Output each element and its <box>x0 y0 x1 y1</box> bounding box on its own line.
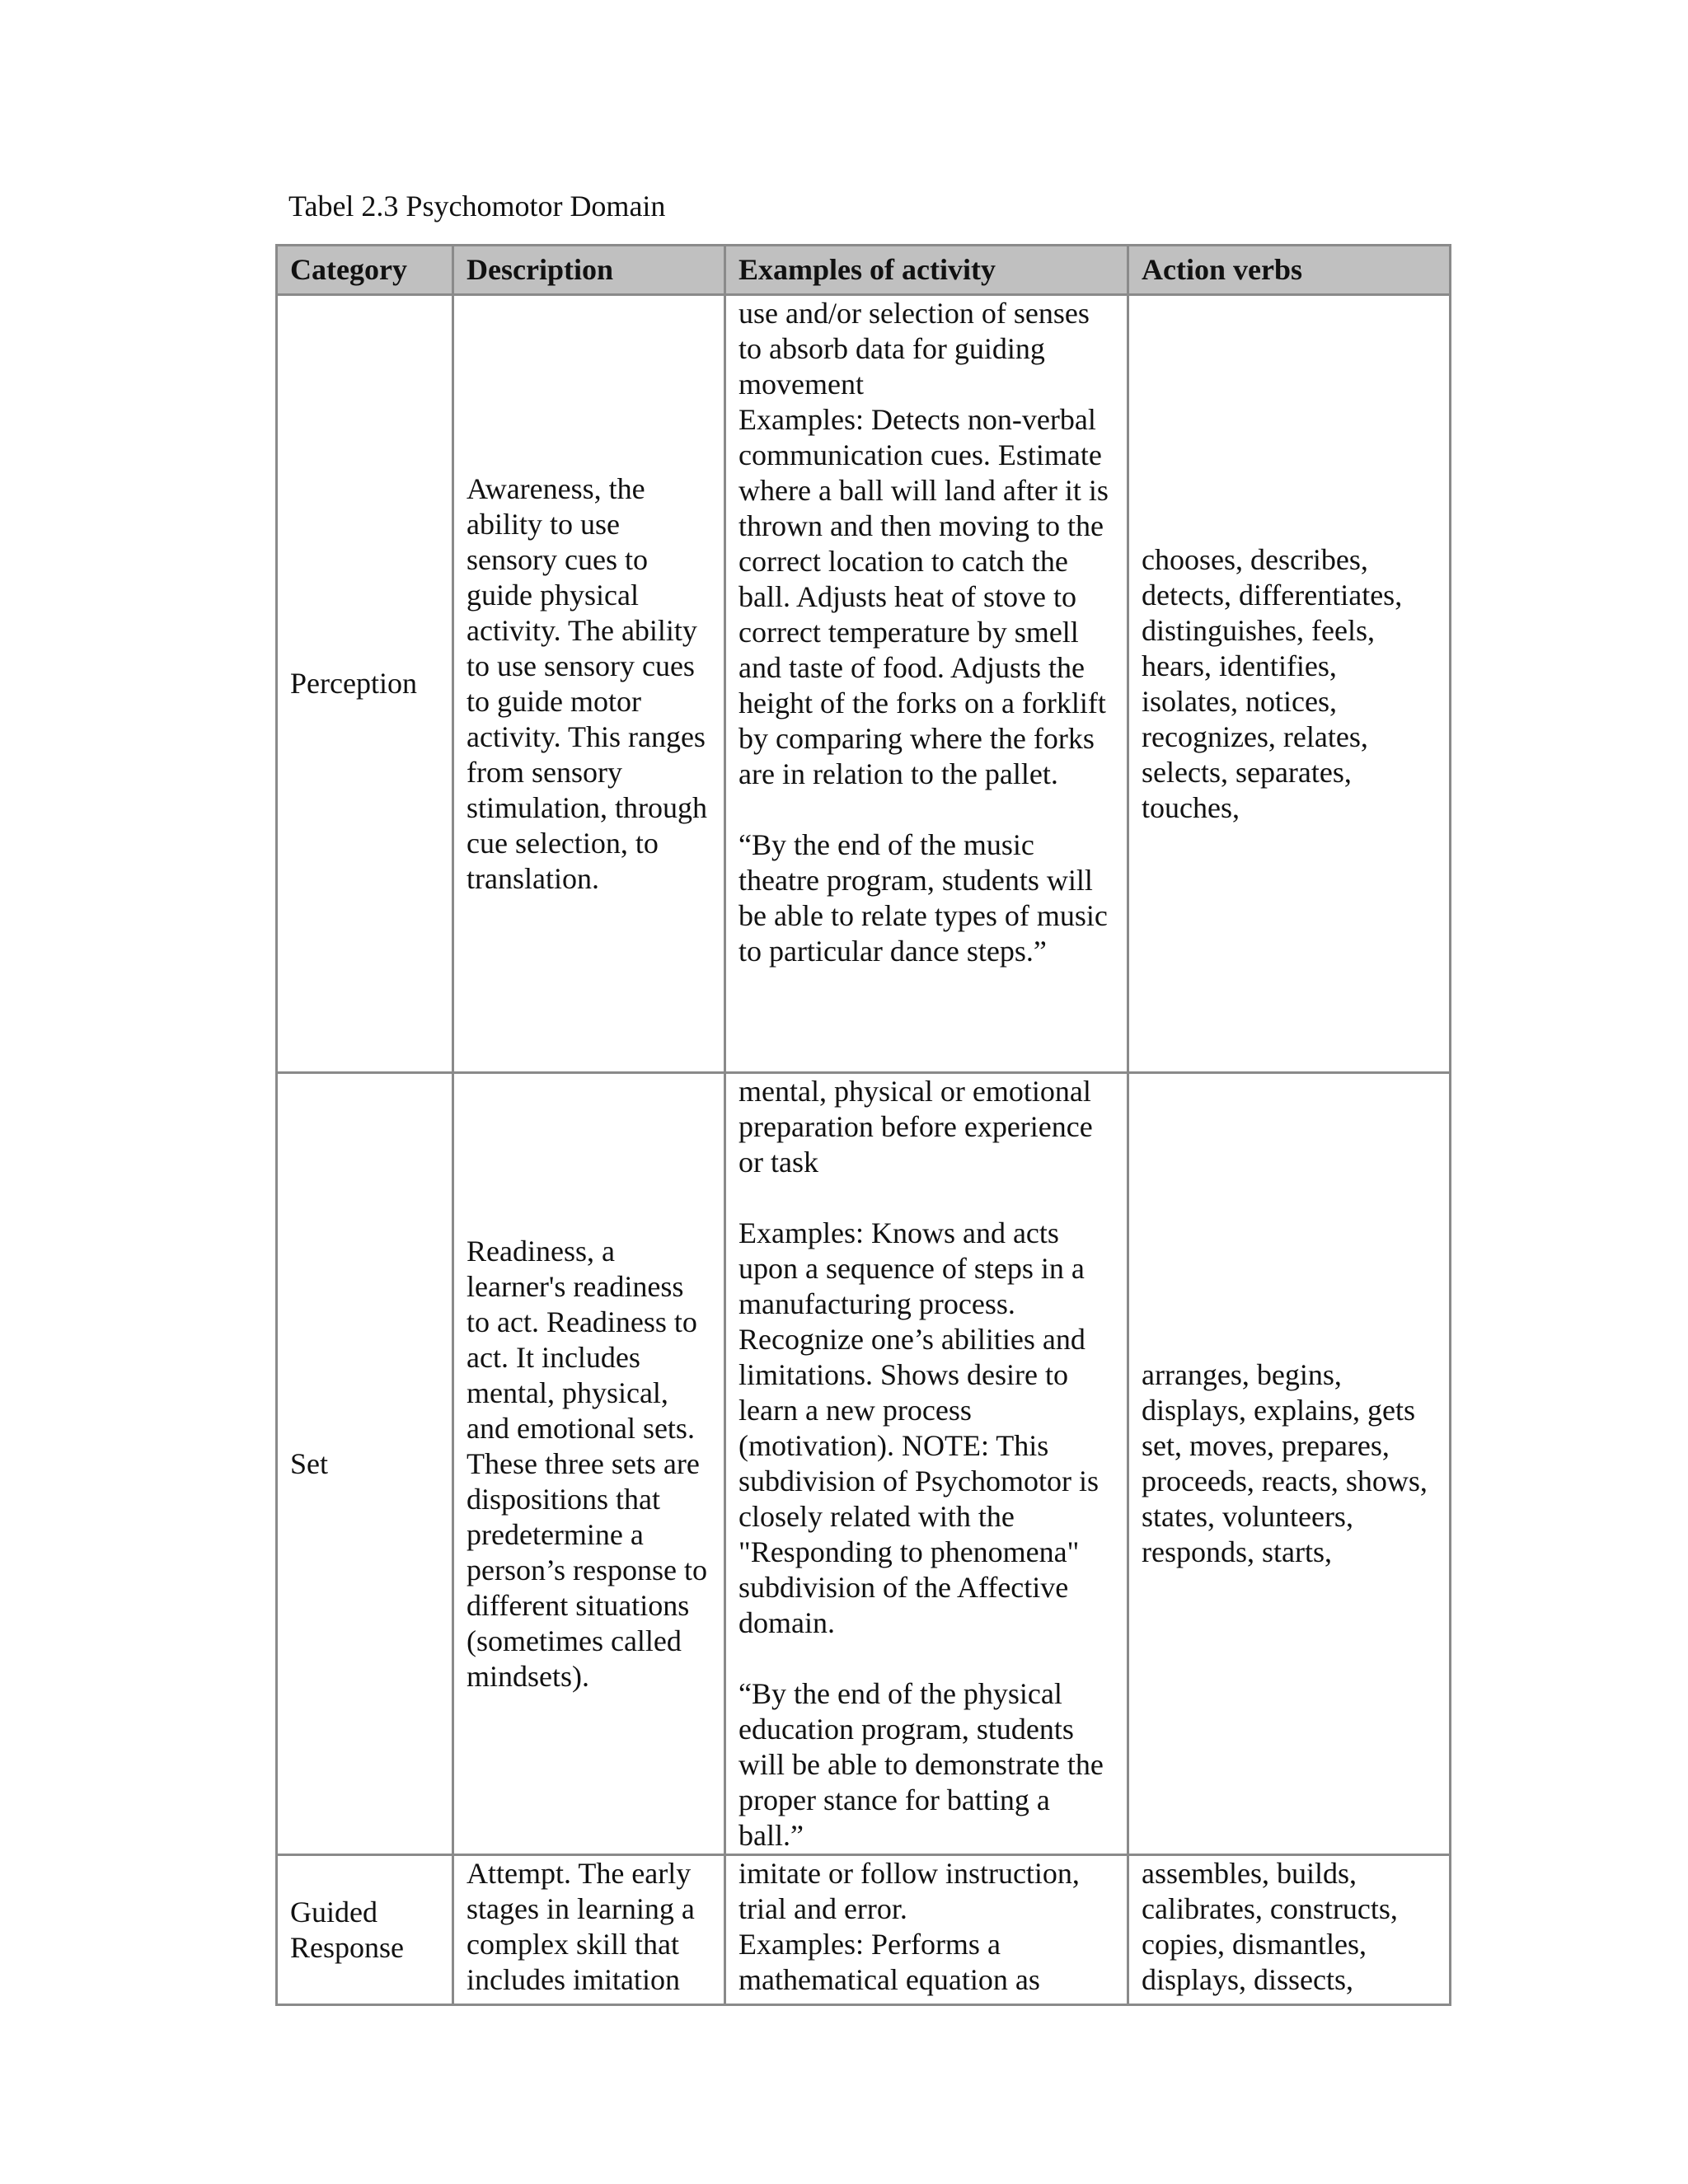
table-row <box>277 1073 1451 1855</box>
table-row <box>277 295 1451 1073</box>
description-cell: Attempt. The early stages in learning a complex skill that includes imitation <box>453 1855 725 2005</box>
category-cell: Guided Response <box>277 1855 453 2005</box>
description-cell: Readiness, a learner's readiness to act. Readiness to act. It includes mental, physical, and emotional sets. These three sets are dispositions that predetermine a person’s response to different situations (sometimes called mindsets). <box>453 1073 725 1855</box>
table-header-row <box>277 246 1451 295</box>
header-examples: Examples of activity <box>725 246 1128 295</box>
category-cell: Perception <box>277 295 453 1073</box>
header-action-verbs: Action verbs <box>1128 246 1451 295</box>
description-cell: Awareness, the ability to use sensory cues to guide physical activity. The ability to use sensory cues to guide motor activity. This ranges from sensory stimulation, through cue selection, to translation. <box>453 295 725 1073</box>
examples-cell: mental, physical or emotional preparation before experience or task Examples: Knows and acts upon a sequence of steps in a manufacturing process. Recognize one’s abilities and limitations. Shows desire to learn a new process (motivation). NOTE: This subdivision of Psychomotor is closely related with the "Responding to phenomena" subdivision of the Affective domain. “By the end of the physical education program, students will be able to demonstrate the proper stance for batting a ball.” <box>725 1073 1128 1855</box>
header-category: Category <box>277 246 453 295</box>
action-verbs-cell: assembles, builds, calibrates, constructs, copies, dismantles, displays, dissects, <box>1128 1855 1451 2005</box>
psychomotor-domain-table <box>275 244 1451 2006</box>
category-cell: Set <box>277 1073 453 1855</box>
examples-cell: use and/or selection of senses to absorb data for guiding movement Examples: Detects non-verbal communication cues. Estimate where a ball will land after it is thrown and then moving to the correct location to catch the ball. Adjusts heat of stove to correct temperature by smell and taste of food. Adjusts the height of the forks on a forklift by comparing where the forks are in relation to the pallet. “By the end of the music theatre program, students will be able to relate types of music to particular dance steps.” <box>725 295 1128 1073</box>
action-verbs-cell: chooses, describes, detects, differentiates, distinguishes, feels, hears, identifies, isolates, notices, recognizes, relates, selects, separates, touches, <box>1128 295 1451 1073</box>
header-description: Description <box>453 246 725 295</box>
examples-cell: imitate or follow instruction, trial and error. Examples: Performs a mathematical equation as <box>725 1855 1128 2005</box>
action-verbs-cell: arranges, begins, displays, explains, gets set, moves, prepares, proceeds, reacts, shows, states, volunteers, responds, starts, <box>1128 1073 1451 1855</box>
table-row <box>277 1855 1451 2005</box>
table-caption: Tabel 2.3 Psychomotor Domain <box>288 190 666 223</box>
